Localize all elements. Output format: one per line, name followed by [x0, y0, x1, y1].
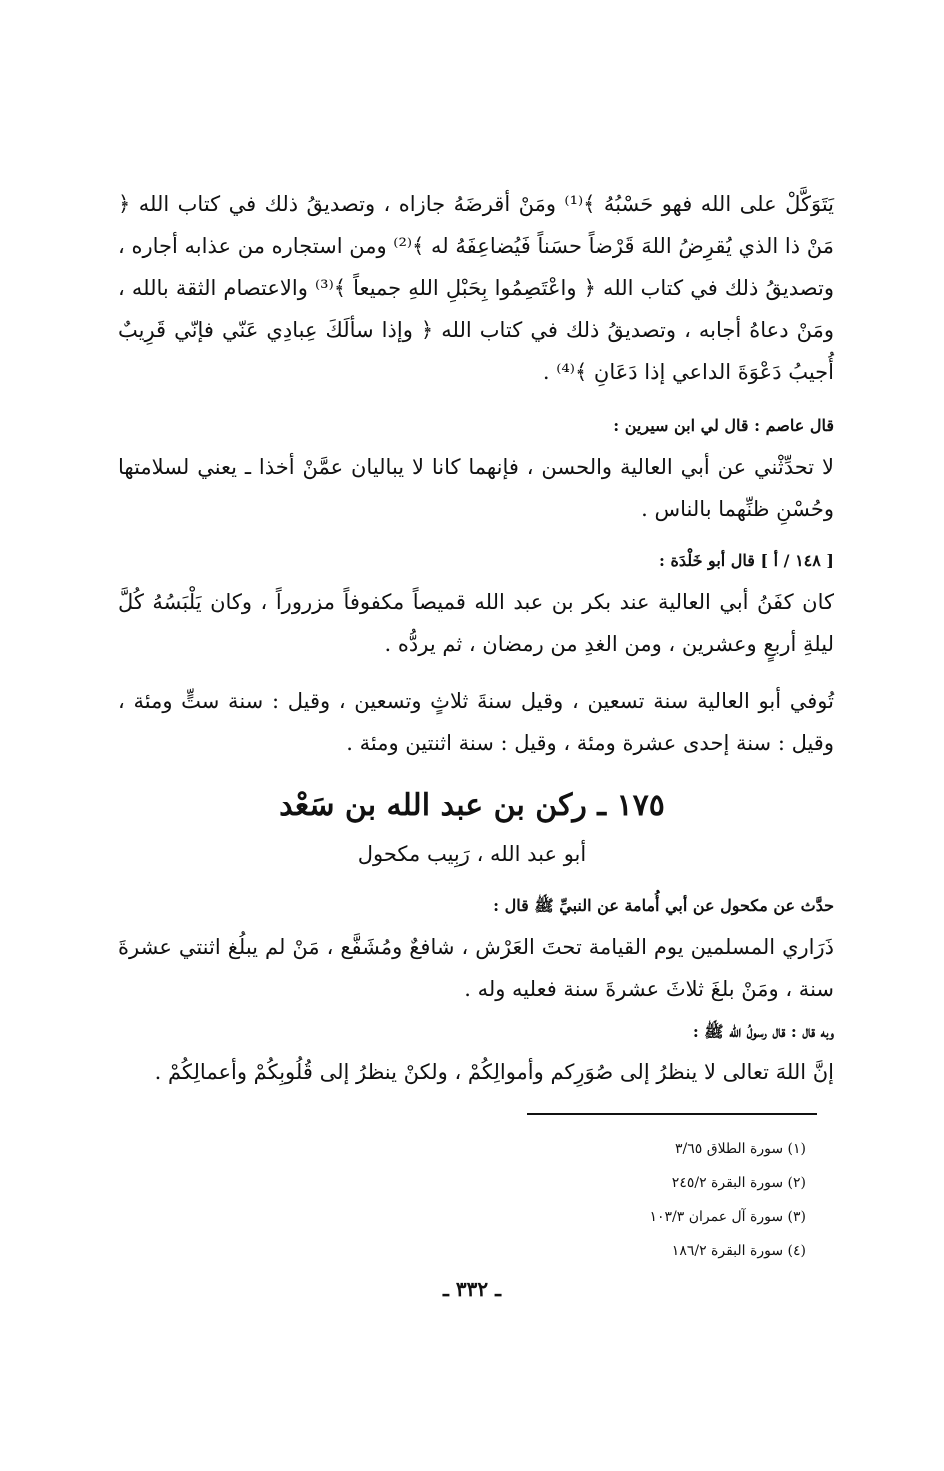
paragraph-ibn-sirin — [118, 446, 834, 530]
paragraph-hadith-hearts — [118, 1051, 834, 1093]
footnotes — [506, 1132, 806, 1268]
footnote-4: (٤) سورة البقرة ١٨٦/٢ — [671, 1243, 806, 1259]
biography-subheading: أبو عبد الله ، رَبِيب مكحول — [357, 842, 587, 866]
page-number: ـ ٣٣٢ ـ — [443, 1277, 501, 1301]
footnote-separator — [527, 1113, 817, 1115]
hadith-lead-rasul: وبه قال : قال رسولُ الله ﷺ : — [692, 1022, 834, 1041]
paragraph-kafan — [118, 581, 834, 665]
biography-heading: ١٧٥ ـ ركن بن عبد الله بن سَعْد — [279, 788, 665, 823]
paragraph-text: يَتَوَكَّلْ على الله فهو حَسْبُهُ ﴾⁽¹⁾ ومَنْ أقرضَهُ جازاه ، وتصديقُ ذلك في كتاب الله ﴿ مَنْ ذا الذي يُقرِضُ اللهَ قَرْضاً حسَناً فَيُضاعِفَهُ له ﴾⁽²⁾ ومن استجاره من عذابه أجاره ، وتصديقُ ذلك في كتاب الله ﴿ واعْتَصِمُوا بِحَبْلِ اللهِ جميعاً ﴾⁽³⁾ والاعتصام الثقة بالله ، ومَنْ دعاهُ أجابه ، وتصديقُ ذلك في كتاب الله ﴿ وإذا سألَكَ عِبادِي عَنّي فإنّي قَرِيبٌ أُجيبُ دَعْوَةَ الداعي إذا دَعَانِ ﴾⁽⁴⁾ . — [118, 192, 835, 384]
paragraph-text: تُوفي أبو العالية سنة تسعين ، وقيل سنةَ ثلاثٍ وتسعين ، وقيل : سنة ستٍّ ومئة ، وقيل : سنة إحدى عشرة ومئة ، وقيل : سنة اثنتين ومئة . — [118, 689, 834, 755]
paragraph-death-year — [118, 680, 834, 764]
hadith-isnad-lead: حدَّث عن مكحول عن أبي أُمامة عن النبيِّ ﷺ قال : — [493, 896, 834, 915]
footnote-2: (٢) سورة البقرة ٢٤٥/٢ — [671, 1175, 806, 1191]
paragraph-text: كان كفَنُ أبي العالية عند بكر بن عبد الله قميصاً مكفوفاً مزروراً ، وكان يَلْبَسُهُ كُلَّ ليلةِ أربعٍ وعشرين ، ومن الغدِ من رمضان ، ثم يردُّه . — [118, 590, 834, 656]
paragraph-text: لا تحدِّثْني عن أبي العالية والحسن ، فإنهما كانا لا يباليان عمَّنْ أخذا ـ يعني لسلامتها وحُسْنِ ظنِّهما بالناس . — [118, 455, 834, 521]
paragraph-hadith-children — [118, 926, 834, 1010]
footnote-3: (٣) سورة آل عمران ١٠٣/٣ — [649, 1209, 806, 1225]
narration-lead-abu-khalda: [ ١٤٨ / أ ] قال أبو خَلْدَة : — [659, 551, 834, 570]
paragraph-continuation — [118, 183, 834, 393]
footnote-1: (١) سورة الطلاق ٣/٦٥ — [674, 1141, 806, 1157]
paragraph-text: ذَرَاري المسلمين يوم القيامة تحتَ العَرْش ، شافعٌ ومُشَفَّع ، مَنْ لم يبلُغ اثنتي عشرةَ سنة ، ومَنْ بلغَ ثلاثَ عشرةَ سنة فعليه وله . — [118, 935, 834, 1001]
paragraph-text: إنَّ اللهَ تعالى لا ينظرُ إلى صُوَرِكم وأموالِكُمْ ، ولكنْ ينظرُ إلى قُلُوبِكُمْ وأعمالِكُمْ . — [154, 1060, 834, 1084]
narration-lead-asim: قال عاصم : قال لي ابن سيرين : — [613, 416, 834, 435]
